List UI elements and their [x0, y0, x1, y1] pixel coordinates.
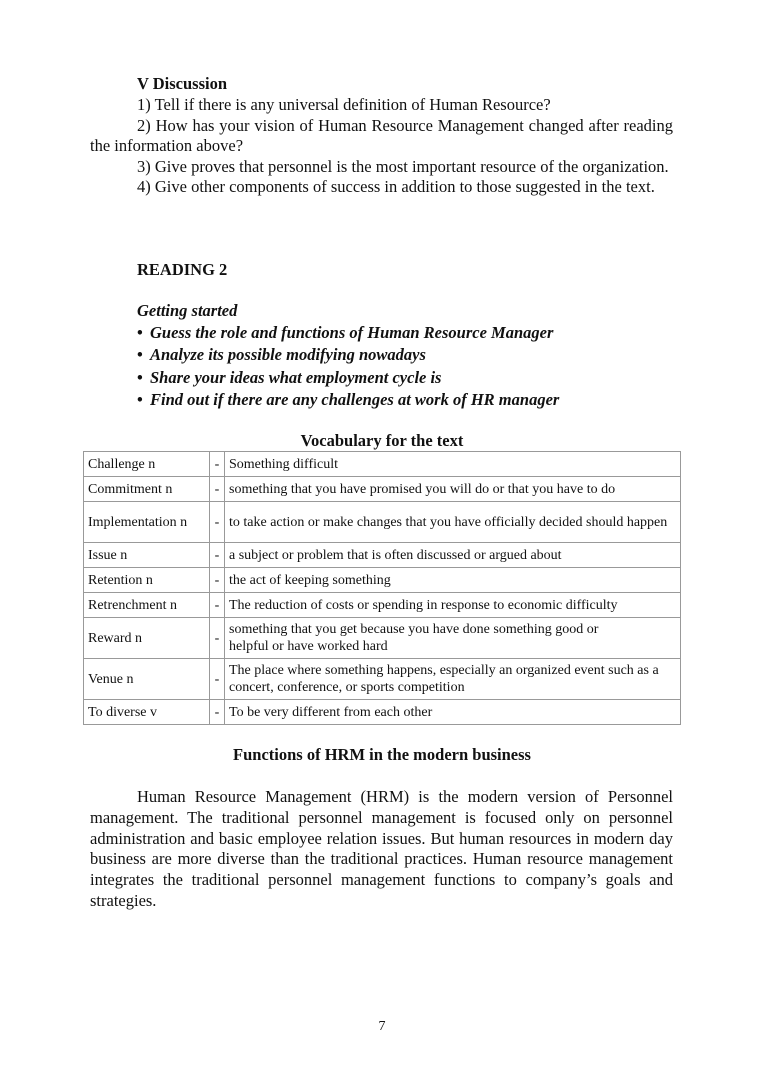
getting-started-item-text: Guess the role and functions of Human Resource Manager	[150, 323, 554, 343]
functions-paragraph: Human Resource Management (HRM) is the modern version of Personnel management. The traditional personnel management is focused only on personnel administration and basic employee relation issues. But human resources in modern day business are more diverse than the traditional practices. Human resource management integrates the traditional personnel management functions to company’s goals and strategies.	[90, 787, 673, 910]
vocab-term: Retention n	[84, 568, 210, 593]
vocab-term: Issue n	[84, 543, 210, 568]
functions-title: Functions of HRM in the modern business	[233, 745, 531, 764]
bullet-icon: •	[137, 345, 143, 365]
bullet-icon: •	[137, 389, 143, 409]
vocab-term: Retrenchment n	[84, 593, 210, 618]
discussion-question-1: 1) Tell if there is any universal definition of Human Resource?	[137, 95, 551, 114]
getting-started-item	[137, 389, 677, 411]
vocabulary-table	[83, 451, 681, 725]
table-row	[84, 477, 681, 502]
table-row	[84, 452, 681, 477]
reading-heading: READING 2	[137, 260, 228, 279]
vocab-definition: something that you get because you have done something good or helpful or have worked hard	[225, 618, 681, 659]
getting-started-block	[137, 300, 677, 411]
vocab-dash: -	[210, 700, 225, 725]
vocab-term: Challenge n	[84, 452, 210, 477]
vocabulary-caption: Vocabulary for the text	[300, 431, 464, 450]
table-row	[84, 593, 681, 618]
vocab-term: Reward n	[84, 618, 210, 659]
vocab-dash: -	[210, 659, 225, 700]
vocab-term: Implementation n	[84, 502, 210, 543]
bullet-icon: •	[137, 367, 143, 387]
vocab-definition: the act of keeping something	[225, 568, 681, 593]
vocab-dash: -	[210, 452, 225, 477]
getting-started-item-text: Share your ideas what employment cycle is	[150, 367, 442, 387]
vocab-term: Commitment n	[84, 477, 210, 502]
vocab-definition: something that you have promised you will do or that you have to do	[225, 477, 681, 502]
vocab-definition: Something difficult	[225, 452, 681, 477]
vocab-dash: -	[210, 502, 225, 543]
page-number: 7	[378, 1019, 386, 1034]
table-row	[84, 618, 681, 659]
vocab-dash: -	[210, 543, 225, 568]
discussion-heading: V Discussion	[137, 74, 228, 93]
discussion-question-3: 3) Give proves that personnel is the most important resource of the organization.	[137, 156, 669, 176]
getting-started-item-text: Find out if there are any challenges at work of HR manager	[150, 389, 560, 409]
vocab-term: Venue n	[84, 659, 210, 700]
vocab-definition: to take action or make changes that you have officially decided should happen	[225, 502, 681, 543]
vocab-definition: To be very different from each other	[225, 700, 681, 725]
vocab-dash: -	[210, 618, 225, 659]
getting-started-item	[137, 322, 677, 344]
bullet-icon: •	[137, 323, 143, 343]
table-row	[84, 568, 681, 593]
table-row	[84, 700, 681, 725]
vocab-dash: -	[210, 593, 225, 618]
vocab-definition: The reduction of costs or spending in response to economic difficulty	[225, 593, 681, 618]
table-row	[84, 502, 681, 543]
getting-started-title: Getting started	[137, 301, 238, 320]
getting-started-item	[137, 344, 677, 366]
vocab-definition: The place where something happens, especially an organized event such as a concert, conference, or sports competition	[225, 659, 681, 700]
discussion-question-4: 4) Give other components of success in addition to those suggested in the text.	[137, 177, 655, 197]
getting-started-item-text: Analyze its possible modifying nowadays	[150, 345, 426, 365]
table-row	[84, 543, 681, 568]
vocab-dash: -	[210, 477, 225, 502]
vocab-definition: a subject or problem that is often discussed or argued about	[225, 543, 681, 568]
table-row	[84, 659, 681, 700]
vocab-dash: -	[210, 568, 225, 593]
discussion-questions	[90, 95, 673, 198]
vocab-term: To diverse v	[84, 700, 210, 725]
discussion-question-2: 2) How has your vision of Human Resource Management changed after reading the information above?	[90, 115, 673, 156]
getting-started-item	[137, 367, 677, 389]
